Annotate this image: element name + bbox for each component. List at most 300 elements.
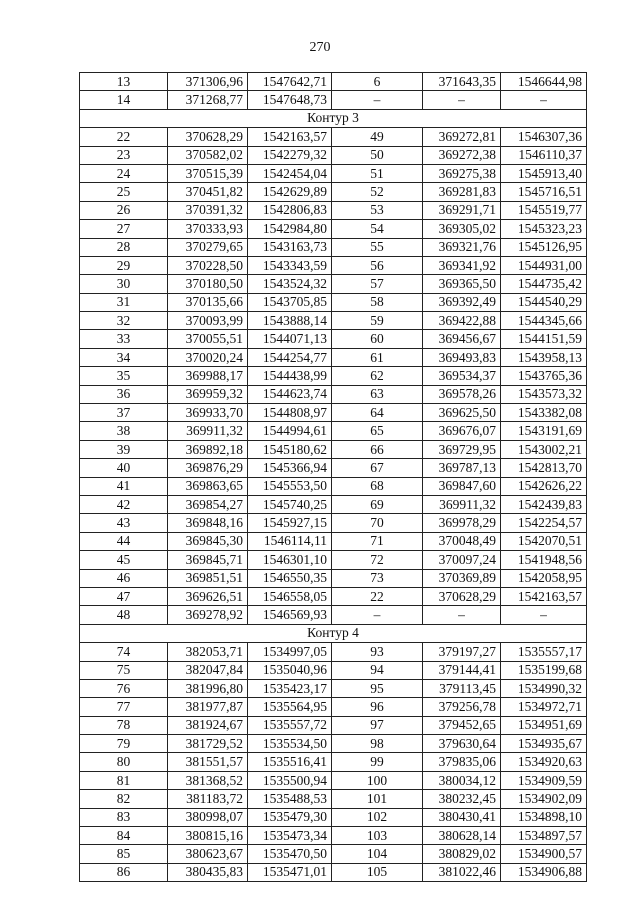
- x-coordinate-cell: 380829,02: [423, 845, 501, 863]
- y-coordinate-cell: 1542163,57: [248, 128, 332, 146]
- point-number-cell: –: [332, 606, 423, 624]
- table-row: [80, 312, 587, 330]
- point-number-cell: 83: [80, 808, 168, 826]
- x-coordinate-cell: 381924,67: [168, 716, 248, 734]
- point-number-cell: 55: [332, 238, 423, 256]
- y-coordinate-cell: 1545519,77: [501, 201, 587, 219]
- point-number-cell: 95: [332, 679, 423, 697]
- table-row: [80, 367, 587, 385]
- point-number-cell: 104: [332, 845, 423, 863]
- x-coordinate-cell: 381729,52: [168, 735, 248, 753]
- point-number-cell: 29: [80, 256, 168, 274]
- x-coordinate-cell: 369988,17: [168, 367, 248, 385]
- x-coordinate-cell: 369892,18: [168, 440, 248, 458]
- table-row: [80, 643, 587, 661]
- point-number-cell: 80: [80, 753, 168, 771]
- point-number-cell: 25: [80, 183, 168, 201]
- point-number-cell: 50: [332, 146, 423, 164]
- y-coordinate-cell: 1545913,40: [501, 164, 587, 182]
- point-number-cell: 42: [80, 495, 168, 513]
- x-coordinate-cell: 369845,30: [168, 532, 248, 550]
- x-coordinate-cell: 369534,37: [423, 367, 501, 385]
- y-coordinate-cell: 1546644,98: [501, 73, 587, 91]
- y-coordinate-cell: 1543382,08: [501, 404, 587, 422]
- point-number-cell: 13: [80, 73, 168, 91]
- table-row: [80, 275, 587, 293]
- y-coordinate-cell: 1535473,34: [248, 827, 332, 845]
- point-number-cell: 67: [332, 459, 423, 477]
- table-row: [80, 863, 587, 881]
- section-header-row: [80, 109, 587, 127]
- table-row: [80, 808, 587, 826]
- y-coordinate-cell: 1542984,80: [248, 220, 332, 238]
- point-number-cell: 38: [80, 422, 168, 440]
- table-row: [80, 201, 587, 219]
- x-coordinate-cell: 370391,32: [168, 201, 248, 219]
- x-coordinate-cell: 371306,96: [168, 73, 248, 91]
- point-number-cell: 68: [332, 477, 423, 495]
- y-coordinate-cell: 1543163,73: [248, 238, 332, 256]
- point-number-cell: 52: [332, 183, 423, 201]
- x-coordinate-cell: 380815,16: [168, 827, 248, 845]
- x-coordinate-cell: 380232,45: [423, 790, 501, 808]
- table-row: [80, 735, 587, 753]
- y-coordinate-cell: 1546307,36: [501, 128, 587, 146]
- x-coordinate-cell: 370279,65: [168, 238, 248, 256]
- x-coordinate-cell: 369422,88: [423, 312, 501, 330]
- y-coordinate-cell: 1535516,41: [248, 753, 332, 771]
- point-number-cell: 60: [332, 330, 423, 348]
- y-coordinate-cell: 1544735,42: [501, 275, 587, 293]
- table-row: [80, 293, 587, 311]
- point-number-cell: 66: [332, 440, 423, 458]
- x-coordinate-cell: 370369,89: [423, 569, 501, 587]
- point-number-cell: 102: [332, 808, 423, 826]
- y-coordinate-cell: 1542454,04: [248, 164, 332, 182]
- point-number-cell: 82: [80, 790, 168, 808]
- x-coordinate-cell: 370048,49: [423, 532, 501, 550]
- x-coordinate-cell: 369365,50: [423, 275, 501, 293]
- y-coordinate-cell: 1534898,10: [501, 808, 587, 826]
- x-coordinate-cell: 369305,02: [423, 220, 501, 238]
- point-number-cell: 86: [80, 863, 168, 881]
- x-coordinate-cell: 369854,27: [168, 495, 248, 513]
- x-coordinate-cell: 380998,07: [168, 808, 248, 826]
- table-row: [80, 128, 587, 146]
- table-row: [80, 404, 587, 422]
- table-row: [80, 183, 587, 201]
- y-coordinate-cell: 1544071,13: [248, 330, 332, 348]
- y-coordinate-cell: 1542439,83: [501, 495, 587, 513]
- y-coordinate-cell: 1544254,77: [248, 348, 332, 366]
- point-number-cell: 105: [332, 863, 423, 881]
- y-coordinate-cell: –: [501, 91, 587, 109]
- y-coordinate-cell: 1543573,32: [501, 385, 587, 403]
- point-number-cell: 76: [80, 679, 168, 697]
- point-number-cell: 81: [80, 771, 168, 789]
- table-row: [80, 771, 587, 789]
- point-number-cell: 56: [332, 256, 423, 274]
- y-coordinate-cell: 1535564,95: [248, 698, 332, 716]
- y-coordinate-cell: 1542070,51: [501, 532, 587, 550]
- point-number-cell: 59: [332, 312, 423, 330]
- x-coordinate-cell: 369787,13: [423, 459, 501, 477]
- x-coordinate-cell: 381551,57: [168, 753, 248, 771]
- x-coordinate-cell: 369978,29: [423, 514, 501, 532]
- point-number-cell: 36: [80, 385, 168, 403]
- y-coordinate-cell: 1545323,23: [501, 220, 587, 238]
- x-coordinate-cell: 369281,83: [423, 183, 501, 201]
- table-row: [80, 790, 587, 808]
- point-number-cell: 46: [80, 569, 168, 587]
- point-number-cell: 57: [332, 275, 423, 293]
- y-coordinate-cell: 1546569,93: [248, 606, 332, 624]
- y-coordinate-cell: 1545716,51: [501, 183, 587, 201]
- point-number-cell: 27: [80, 220, 168, 238]
- x-coordinate-cell: 369291,71: [423, 201, 501, 219]
- x-coordinate-cell: 370228,50: [168, 256, 248, 274]
- table-row: [80, 73, 587, 91]
- x-coordinate-cell: 369851,51: [168, 569, 248, 587]
- point-number-cell: 51: [332, 164, 423, 182]
- y-coordinate-cell: 1542163,57: [501, 587, 587, 605]
- point-number-cell: 65: [332, 422, 423, 440]
- point-number-cell: 62: [332, 367, 423, 385]
- y-coordinate-cell: 1544994,61: [248, 422, 332, 440]
- point-number-cell: 85: [80, 845, 168, 863]
- point-number-cell: 53: [332, 201, 423, 219]
- x-coordinate-cell: 369392,49: [423, 293, 501, 311]
- table-row: [80, 569, 587, 587]
- y-coordinate-cell: 1546110,37: [501, 146, 587, 164]
- table-row: [80, 256, 587, 274]
- point-number-cell: 31: [80, 293, 168, 311]
- x-coordinate-cell: 369959,32: [168, 385, 248, 403]
- point-number-cell: 58: [332, 293, 423, 311]
- y-coordinate-cell: 1541948,56: [501, 551, 587, 569]
- y-coordinate-cell: 1535488,53: [248, 790, 332, 808]
- y-coordinate-cell: –: [501, 606, 587, 624]
- y-coordinate-cell: 1543888,14: [248, 312, 332, 330]
- point-number-cell: 30: [80, 275, 168, 293]
- y-coordinate-cell: 1535500,94: [248, 771, 332, 789]
- y-coordinate-cell: 1534935,67: [501, 735, 587, 753]
- table-row: [80, 495, 587, 513]
- y-coordinate-cell: 1545740,25: [248, 495, 332, 513]
- x-coordinate-cell: 369863,65: [168, 477, 248, 495]
- x-coordinate-cell: 380435,83: [168, 863, 248, 881]
- y-coordinate-cell: 1534902,09: [501, 790, 587, 808]
- point-number-cell: 23: [80, 146, 168, 164]
- x-coordinate-cell: 369933,70: [168, 404, 248, 422]
- point-number-cell: 43: [80, 514, 168, 532]
- x-coordinate-cell: 379835,06: [423, 753, 501, 771]
- table-row: [80, 551, 587, 569]
- y-coordinate-cell: 1542279,32: [248, 146, 332, 164]
- x-coordinate-cell: 370020,24: [168, 348, 248, 366]
- y-coordinate-cell: 1544438,99: [248, 367, 332, 385]
- table-row: [80, 477, 587, 495]
- y-coordinate-cell: 1535557,17: [501, 643, 587, 661]
- point-number-cell: 49: [332, 128, 423, 146]
- point-number-cell: 75: [80, 661, 168, 679]
- point-number-cell: 77: [80, 698, 168, 716]
- point-number-cell: 22: [332, 587, 423, 605]
- x-coordinate-cell: 380628,14: [423, 827, 501, 845]
- y-coordinate-cell: 1543524,32: [248, 275, 332, 293]
- table-row: [80, 238, 587, 256]
- x-coordinate-cell: 379144,41: [423, 661, 501, 679]
- point-number-cell: 100: [332, 771, 423, 789]
- y-coordinate-cell: 1543958,13: [501, 348, 587, 366]
- point-number-cell: 48: [80, 606, 168, 624]
- x-coordinate-cell: 370333,93: [168, 220, 248, 238]
- y-coordinate-cell: 1545180,62: [248, 440, 332, 458]
- x-coordinate-cell: 370097,24: [423, 551, 501, 569]
- x-coordinate-cell: 369911,32: [423, 495, 501, 513]
- section-header-row: [80, 624, 587, 642]
- point-number-cell: 84: [80, 827, 168, 845]
- x-coordinate-cell: 381368,52: [168, 771, 248, 789]
- x-coordinate-cell: 369626,51: [168, 587, 248, 605]
- y-coordinate-cell: 1534897,57: [501, 827, 587, 845]
- point-number-cell: 39: [80, 440, 168, 458]
- x-coordinate-cell: 380623,67: [168, 845, 248, 863]
- point-number-cell: 74: [80, 643, 168, 661]
- table-row: [80, 845, 587, 863]
- x-coordinate-cell: 379113,45: [423, 679, 501, 697]
- x-coordinate-cell: 369272,81: [423, 128, 501, 146]
- x-coordinate-cell: 370582,02: [168, 146, 248, 164]
- point-number-cell: 94: [332, 661, 423, 679]
- y-coordinate-cell: 1534909,59: [501, 771, 587, 789]
- x-coordinate-cell: 381977,87: [168, 698, 248, 716]
- x-coordinate-cell: 369275,38: [423, 164, 501, 182]
- table-row: [80, 827, 587, 845]
- point-number-cell: 24: [80, 164, 168, 182]
- y-coordinate-cell: 1543705,85: [248, 293, 332, 311]
- table-row: [80, 422, 587, 440]
- table-row: [80, 587, 587, 605]
- table-row: [80, 679, 587, 697]
- x-coordinate-cell: 369911,32: [168, 422, 248, 440]
- y-coordinate-cell: 1544931,00: [501, 256, 587, 274]
- point-number-cell: 45: [80, 551, 168, 569]
- y-coordinate-cell: 1546114,11: [248, 532, 332, 550]
- point-number-cell: 32: [80, 312, 168, 330]
- x-coordinate-cell: 379452,65: [423, 716, 501, 734]
- y-coordinate-cell: 1534990,32: [501, 679, 587, 697]
- x-coordinate-cell: 369848,16: [168, 514, 248, 532]
- point-number-cell: 40: [80, 459, 168, 477]
- y-coordinate-cell: 1534951,69: [501, 716, 587, 734]
- point-number-cell: 70: [332, 514, 423, 532]
- y-coordinate-cell: 1535471,01: [248, 863, 332, 881]
- coordinates-table: [79, 72, 587, 882]
- x-coordinate-cell: 371643,35: [423, 73, 501, 91]
- x-coordinate-cell: 370451,82: [168, 183, 248, 201]
- coordinates-table-body: [80, 73, 587, 882]
- y-coordinate-cell: 1542254,57: [501, 514, 587, 532]
- x-coordinate-cell: 370180,50: [168, 275, 248, 293]
- point-number-cell: 98: [332, 735, 423, 753]
- x-coordinate-cell: 379197,27: [423, 643, 501, 661]
- x-coordinate-cell: 379256,78: [423, 698, 501, 716]
- x-coordinate-cell: 382053,71: [168, 643, 248, 661]
- y-coordinate-cell: 1542813,70: [501, 459, 587, 477]
- section-label: Контур 4: [80, 624, 587, 642]
- table-row: [80, 164, 587, 182]
- y-coordinate-cell: 1544808,97: [248, 404, 332, 422]
- point-number-cell: 35: [80, 367, 168, 385]
- y-coordinate-cell: 1547642,71: [248, 73, 332, 91]
- table-row: [80, 753, 587, 771]
- point-number-cell: 69: [332, 495, 423, 513]
- x-coordinate-cell: 369278,92: [168, 606, 248, 624]
- x-coordinate-cell: 370093,99: [168, 312, 248, 330]
- x-coordinate-cell: 370628,29: [423, 587, 501, 605]
- x-coordinate-cell: 369676,07: [423, 422, 501, 440]
- point-number-cell: 26: [80, 201, 168, 219]
- y-coordinate-cell: 1534900,57: [501, 845, 587, 863]
- y-coordinate-cell: 1545366,94: [248, 459, 332, 477]
- point-number-cell: 93: [332, 643, 423, 661]
- point-number-cell: 101: [332, 790, 423, 808]
- y-coordinate-cell: 1535470,50: [248, 845, 332, 863]
- point-number-cell: 22: [80, 128, 168, 146]
- x-coordinate-cell: 370628,29: [168, 128, 248, 146]
- page-number: 270: [309, 40, 331, 55]
- y-coordinate-cell: 1542806,83: [248, 201, 332, 219]
- x-coordinate-cell: 380034,12: [423, 771, 501, 789]
- x-coordinate-cell: 369847,60: [423, 477, 501, 495]
- point-number-cell: 14: [80, 91, 168, 109]
- y-coordinate-cell: 1535423,17: [248, 679, 332, 697]
- x-coordinate-cell: 371268,77: [168, 91, 248, 109]
- point-number-cell: 61: [332, 348, 423, 366]
- x-coordinate-cell: 369321,76: [423, 238, 501, 256]
- table-row: [80, 716, 587, 734]
- y-coordinate-cell: 1534997,05: [248, 643, 332, 661]
- point-number-cell: 99: [332, 753, 423, 771]
- point-number-cell: 73: [332, 569, 423, 587]
- table-row: [80, 606, 587, 624]
- y-coordinate-cell: 1544345,66: [501, 312, 587, 330]
- table-row: [80, 532, 587, 550]
- point-number-cell: 63: [332, 385, 423, 403]
- point-number-cell: 44: [80, 532, 168, 550]
- y-coordinate-cell: 1546558,05: [248, 587, 332, 605]
- y-coordinate-cell: 1543002,21: [501, 440, 587, 458]
- x-coordinate-cell: 369456,67: [423, 330, 501, 348]
- table-row: [80, 698, 587, 716]
- y-coordinate-cell: 1542058,95: [501, 569, 587, 587]
- x-coordinate-cell: 382047,84: [168, 661, 248, 679]
- y-coordinate-cell: 1534906,88: [501, 863, 587, 881]
- y-coordinate-cell: 1544540,29: [501, 293, 587, 311]
- table-row: [80, 220, 587, 238]
- x-coordinate-cell: 369876,29: [168, 459, 248, 477]
- point-number-cell: 34: [80, 348, 168, 366]
- point-number-cell: 41: [80, 477, 168, 495]
- point-number-cell: 96: [332, 698, 423, 716]
- y-coordinate-cell: 1534972,71: [501, 698, 587, 716]
- y-coordinate-cell: 1544623,74: [248, 385, 332, 403]
- table-row: [80, 91, 587, 109]
- x-coordinate-cell: 381183,72: [168, 790, 248, 808]
- y-coordinate-cell: 1547648,73: [248, 91, 332, 109]
- y-coordinate-cell: 1534920,63: [501, 753, 587, 771]
- y-coordinate-cell: 1535199,68: [501, 661, 587, 679]
- x-coordinate-cell: 369493,83: [423, 348, 501, 366]
- y-coordinate-cell: 1545126,95: [501, 238, 587, 256]
- y-coordinate-cell: 1543765,36: [501, 367, 587, 385]
- table-row: [80, 661, 587, 679]
- point-number-cell: 64: [332, 404, 423, 422]
- y-coordinate-cell: 1543191,69: [501, 422, 587, 440]
- table-row: [80, 146, 587, 164]
- y-coordinate-cell: 1546550,35: [248, 569, 332, 587]
- y-coordinate-cell: 1543343,59: [248, 256, 332, 274]
- x-coordinate-cell: 370515,39: [168, 164, 248, 182]
- section-label: Контур 3: [80, 109, 587, 127]
- point-number-cell: 54: [332, 220, 423, 238]
- y-coordinate-cell: 1542626,22: [501, 477, 587, 495]
- x-coordinate-cell: 369729,95: [423, 440, 501, 458]
- x-coordinate-cell: –: [423, 91, 501, 109]
- point-number-cell: –: [332, 91, 423, 109]
- table-row: [80, 514, 587, 532]
- table-row: [80, 440, 587, 458]
- x-coordinate-cell: 379630,64: [423, 735, 501, 753]
- x-coordinate-cell: –: [423, 606, 501, 624]
- point-number-cell: 28: [80, 238, 168, 256]
- x-coordinate-cell: 369625,50: [423, 404, 501, 422]
- x-coordinate-cell: 380430,41: [423, 808, 501, 826]
- x-coordinate-cell: 381022,46: [423, 863, 501, 881]
- x-coordinate-cell: 369341,92: [423, 256, 501, 274]
- y-coordinate-cell: 1544151,59: [501, 330, 587, 348]
- y-coordinate-cell: 1542629,89: [248, 183, 332, 201]
- point-number-cell: 47: [80, 587, 168, 605]
- y-coordinate-cell: 1545927,15: [248, 514, 332, 532]
- y-coordinate-cell: 1535534,50: [248, 735, 332, 753]
- x-coordinate-cell: 370135,66: [168, 293, 248, 311]
- x-coordinate-cell: 370055,51: [168, 330, 248, 348]
- table-row: [80, 330, 587, 348]
- y-coordinate-cell: 1545553,50: [248, 477, 332, 495]
- y-coordinate-cell: 1546301,10: [248, 551, 332, 569]
- y-coordinate-cell: 1535557,72: [248, 716, 332, 734]
- x-coordinate-cell: 369845,71: [168, 551, 248, 569]
- point-number-cell: 37: [80, 404, 168, 422]
- point-number-cell: 33: [80, 330, 168, 348]
- point-number-cell: 103: [332, 827, 423, 845]
- point-number-cell: 72: [332, 551, 423, 569]
- x-coordinate-cell: 369578,26: [423, 385, 501, 403]
- x-coordinate-cell: 369272,38: [423, 146, 501, 164]
- table-row: [80, 348, 587, 366]
- table-row: [80, 459, 587, 477]
- point-number-cell: 71: [332, 532, 423, 550]
- y-coordinate-cell: 1535479,30: [248, 808, 332, 826]
- point-number-cell: 97: [332, 716, 423, 734]
- y-coordinate-cell: 1535040,96: [248, 661, 332, 679]
- point-number-cell: 6: [332, 73, 423, 91]
- point-number-cell: 78: [80, 716, 168, 734]
- table-row: [80, 385, 587, 403]
- x-coordinate-cell: 381996,80: [168, 679, 248, 697]
